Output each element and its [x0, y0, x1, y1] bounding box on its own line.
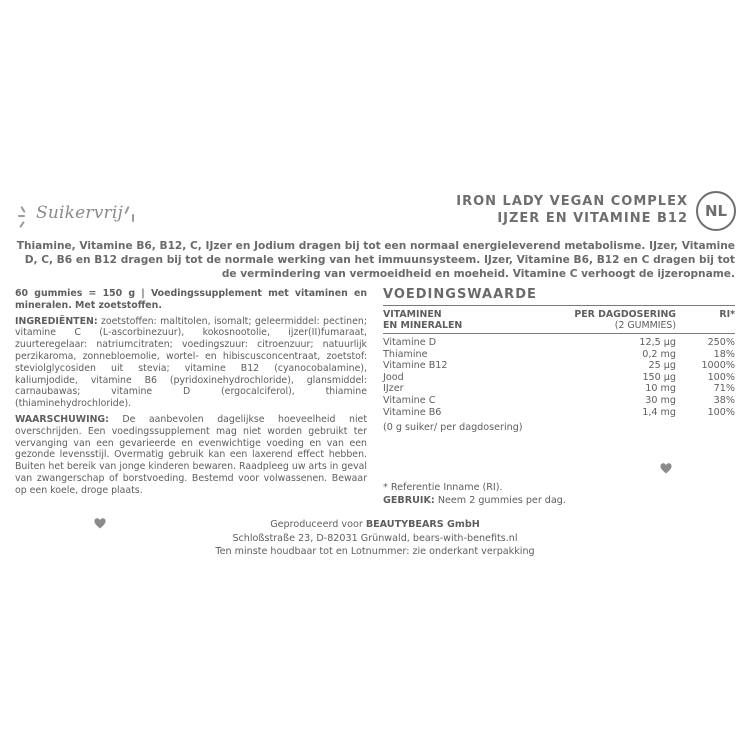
sugar-note: (0 g suiker/ per dagdosering) [383, 422, 523, 434]
nutrient-amount: 25 µg [648, 360, 676, 372]
nutrient-name: Vitamine B6 [383, 406, 442, 418]
nutrition-rows [383, 334, 735, 418]
usage-text: Neem 2 gummies per dag. [434, 495, 566, 506]
table-row [383, 360, 735, 372]
nutrient-name: IJzer [383, 383, 404, 395]
nutrition-table [383, 287, 735, 434]
producer-prefix: Geproduceerd voor [270, 519, 366, 530]
header-col-ri: RI* [719, 309, 735, 320]
producer-address: Schloßstraße 23, D-82031 Grünwald, bears-with-benefits.nl [232, 532, 518, 544]
nutrient-ri: 250% [707, 337, 735, 348]
nutrient-ri: 71% [713, 383, 735, 395]
nutrient-name: Vitamine D [383, 337, 437, 348]
producer-brand: BEAUTYBEARS GmbH [365, 519, 480, 530]
nutrient-amount: 10 mg [645, 383, 676, 395]
nutrient-ri: 1000% [701, 360, 735, 372]
table-row [383, 372, 735, 384]
product-title-line2: IJZER EN VITAMINE B12 [497, 211, 688, 226]
nutrient-amount: 150 µg [642, 371, 676, 383]
product-title [456, 193, 688, 227]
header-col-nutrients-line2: EN MINERALEN [383, 320, 463, 331]
nutrition-table-header [383, 306, 735, 334]
nutrient-amount: 1,4 mg [642, 406, 676, 418]
nutrient-amount: 0,2 mg [642, 348, 676, 360]
header-col-dose-line1: PER DAGDOSERING [574, 309, 676, 320]
nutrient-ri: 18% [713, 348, 735, 360]
table-row [383, 407, 735, 419]
sparkle-dash-icon [132, 214, 134, 222]
nutrient-name: Jood [383, 371, 404, 383]
ingredients-column [15, 288, 367, 501]
nutrient-ri: 38% [713, 394, 735, 406]
reference-note: * Referentie Inname (RI). [383, 482, 503, 493]
nutrient-ri: 100% [707, 406, 735, 418]
sugar-free-label: Suikervrij [36, 203, 123, 223]
nutrient-amount: 12,5 µg [639, 337, 676, 348]
table-row [383, 349, 735, 361]
header-col-nutrients-line1: VITAMINEN [383, 309, 442, 320]
header-col-dose [533, 309, 676, 331]
ingredients-paragraph [15, 316, 367, 410]
language-badge: NL [696, 191, 736, 231]
producer-line1 [0, 518, 750, 532]
nutrient-ri: 100% [707, 371, 735, 383]
table-row [383, 337, 735, 349]
nutrient-name: Thiamine [383, 348, 428, 360]
package-info: 60 gummies = 150 g | Voedingssupplement met vitaminen en mineralen. Met zoetstoffen. [15, 288, 367, 311]
table-row [383, 383, 735, 395]
nutrition-footnotes [383, 481, 566, 507]
header-col-nutrients [383, 309, 533, 331]
warning-paragraph [15, 414, 367, 497]
ingredients-label: INGREDIËNTEN: [15, 315, 98, 327]
warning-text: De aanbevolen dagelijkse hoeveelheid niet overschrijden. Een voedingssupplement mag niet worden gebruikt ter vervanging van een gevarieerde en evenwichtige voeding en van een gezonde levensstijl. Overmatig gebruik kan een laxerend effect hebben. Buiten het bereik van jonge kinderen bewaren. Raadpleeg uw arts in geval van zwangerschap of borstvoeding. Bestemd voor volwassenen. Bewaar op een koele, droge plaats. [15, 413, 367, 496]
sparkle-dash-icon [19, 221, 25, 228]
nutrient-amount: 30 mg [645, 394, 676, 406]
best-before-note: Ten minste houdbaar tot en Lotnummer: zie onderkant verpakking [215, 546, 535, 557]
sparkle-dash-icon [18, 215, 25, 217]
heart-icon [660, 463, 672, 475]
warning-label: WAARSCHUWING: [15, 413, 109, 425]
sparkle-dash-icon [20, 206, 25, 213]
header-col-dose-line2: (2 GUMMIES) [614, 320, 676, 331]
product-title-line1: IRON LADY VEGAN COMPLEX [456, 194, 688, 209]
ingredients-text: zoetstoffen: maltitolen, isomalt; geleermiddel: pectinen; vitamine C (L-ascorbinezuur), kokosnootolie, ijzer(II)fumaraat, zuurteregelaar: natriumcitraten; voedingszuur: citroenzuur; natuurlijk perzikaroma, zonnebloemolie, wortel- en hibiscusconcentraat, zoetstof: steviolglycosiden uit stevia; vitamine B12 (cyanocobalamine), kaliumjodide, vitamine B6 (pyridoxinehydrochloride), glansmiddel: carnaubawas; vitamine D (ergocalciferol), thiamine (thiaminehydrochloride). [15, 315, 367, 410]
nutrition-title: VOEDINGSWAARDE [383, 287, 735, 306]
table-row [383, 395, 735, 407]
nutrient-name: Vitamine C [383, 394, 436, 406]
health-claims: Thiamine, Vitamine B6, B12, C, IJzer en Jodium dragen bij tot een normaal energieleverend metabolisme. IJzer, Vitamine D, C, B6 en B12 dragen bij tot de normale werking van het immuunsysteem. IJzer, Vitamine B6, B12 en C dragen bij tot de vermindering van vermoeidheid en moeheid. Vitamine C verhoogt de ijzeropname. [16, 240, 735, 281]
sparkle-dash-icon [124, 206, 129, 214]
usage-note [383, 494, 566, 507]
producer-info [0, 518, 750, 559]
sugar-free-sticker [14, 200, 136, 234]
usage-label: GEBRUIK: [383, 495, 435, 506]
nutrient-name: Vitamine B12 [383, 360, 448, 372]
